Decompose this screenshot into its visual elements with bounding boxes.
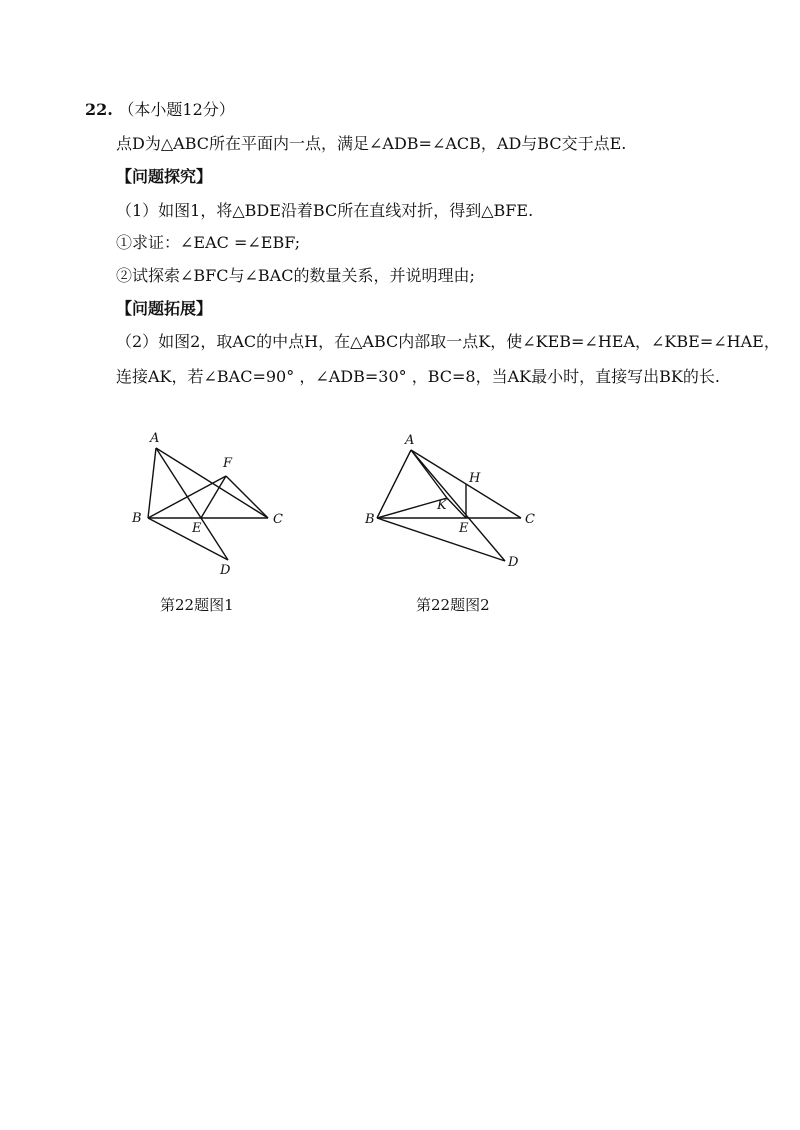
label-B: B xyxy=(132,511,142,526)
label-H: H xyxy=(469,471,481,486)
label-C: C xyxy=(273,512,283,527)
label-D: D xyxy=(508,555,519,570)
label-C: C xyxy=(525,512,535,527)
segment-BD xyxy=(148,518,228,560)
label-B: B xyxy=(365,512,375,527)
figure1 xyxy=(120,420,300,580)
problem-number xyxy=(85,99,235,121)
section-heading-explore: 【问题探究】 xyxy=(116,167,213,186)
segment-FC xyxy=(226,476,268,518)
label-A: A xyxy=(405,433,415,448)
label-K: K xyxy=(437,498,447,513)
problem-points: （本小题12分） xyxy=(118,100,235,119)
segment-AK xyxy=(411,450,447,498)
segment-AB xyxy=(377,450,411,518)
segment-AD xyxy=(156,448,228,560)
figure1-caption: 第22题图1 xyxy=(160,596,234,614)
segment-KE xyxy=(447,498,466,518)
problem-intro: 点D为△ABC所在平面内一点，满足∠ADB=∠ACB，AD与BC交于点E. xyxy=(116,134,627,153)
figure1-diagram xyxy=(120,420,300,580)
part2-line2: 连接AK，若∠BAC=90° ，∠ADB=30° ，BC=8，当AK最小时，直接写出BK的长. xyxy=(116,367,720,386)
figure2-caption: 第22题图2 xyxy=(416,596,490,614)
problem-number-text: 22. xyxy=(85,100,113,119)
segment-AD xyxy=(411,450,505,561)
part2-line1: （2）如图2，取AC的中点H，在△ABC内部取一点K，使∠KEB=∠HEA，∠KBE=∠HAE， xyxy=(116,332,780,351)
part1-text: （1）如图1，将△BDE沿着BC所在直线对折，得到△BFE. xyxy=(116,201,534,220)
figure2-diagram xyxy=(355,420,555,580)
figure2 xyxy=(355,420,555,580)
label-D: D xyxy=(220,563,231,578)
part1-question2: ②试探索∠BFC与∠BAC的数量关系，并说明理由; xyxy=(116,266,475,285)
label-F: F xyxy=(223,456,233,471)
label-E: E xyxy=(459,521,469,536)
section-heading-extend: 【问题拓展】 xyxy=(116,299,213,318)
label-A: A xyxy=(150,431,160,446)
label-E: E xyxy=(192,521,202,536)
segment-AB xyxy=(148,448,156,518)
segment-BD xyxy=(377,518,505,561)
part1-question1: ①求证：∠EAC =∠EBF; xyxy=(116,233,301,252)
